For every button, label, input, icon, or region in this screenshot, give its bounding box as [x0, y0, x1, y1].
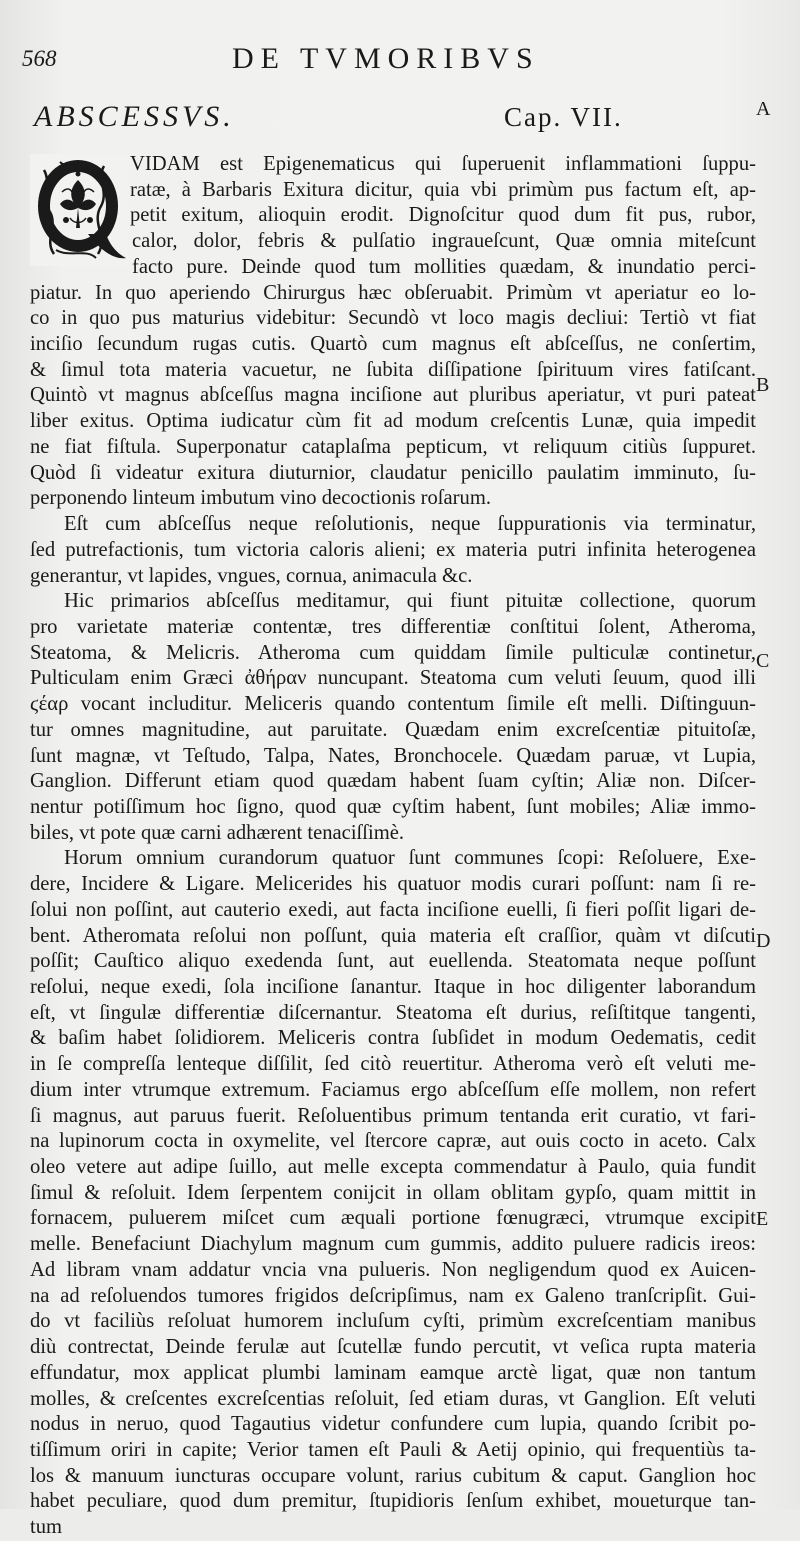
text-line: biles, vt pote quæ carni adhærent tenaciſſimè. — [30, 821, 405, 844]
text-line: do vt faciliùs reſoluat humorem incluſum cyſti, primùm excreſcentiam manibus — [30, 1310, 756, 1333]
text-line: pro varietate materiæ contentæ, tres differentiæ conſtitui ſolent, Atheroma, — [30, 615, 756, 638]
text-line: effundatur, mox applicat plumbi laminam eamque arctè ligat, quæ non tantum — [30, 1361, 756, 1384]
text-line: Ad libram vnam addatur vncia vna pulueris. Non negligendum quod ex Auicen- — [30, 1258, 756, 1281]
text-line: Horum omnium curandorum quatuor ſunt communes ſcopi: Reſoluere, Exe- — [64, 847, 756, 870]
text-line: Quintò vt magnus abſceſſus magna inciſione aut pluribus aperiatur, vt puri pateat — [30, 384, 756, 407]
text-line: tiſſimum oriri in capite; Verior tamen eſt Pauli & Aetij opinio, qui frequentiùs ta- — [30, 1438, 756, 1461]
text-line: Pulticulam enim Græci ἀθήραν nuncupant. Steatoma cum veluti ſeuum, quod illi — [30, 667, 756, 690]
margin-letter-d: D — [756, 930, 771, 952]
text-line: piatur. In quo aperiendo Chirurgus hæc obſeruabit. Primùm vt aperiatur eo lo- — [30, 281, 756, 304]
text-line: in ſe compreſſa lenteque diſſilit, ſed citò reuertitur. Atheroma verò eſt veluti me- — [30, 1053, 756, 1076]
text-line: liber exitus. Optima iudicatur cùm fit ad modum creſcentis Lunæ, quia impedit — [30, 410, 756, 433]
text-line: VIDAM est Epigenematicus qui ſuperuenit inflammationi ſuppu- — [130, 153, 756, 175]
page-number: 568 — [22, 46, 57, 71]
text-line: ſed putrefactionis, tum victoria caloris alieni; ex materia putri infinita heterogenea — [30, 538, 756, 561]
text-line: ϛέαρ vocant includitur. Meliceris quando contentum ſimile eſt melli. Diſtinguun- — [30, 693, 756, 716]
text-line: Eſt cum abſceſſus neque reſolutionis, neque ſuppurationis via terminatur, — [64, 513, 756, 536]
text-line: dere, Incidere & Ligare. Melicerides his quatuor modis curari poſſunt: nam ſi re- — [30, 873, 756, 896]
text-line: ſunt magnæ, vt Teſtudo, Talpa, Nates, Bronchocele. Quædam paruæ, vt Lupia, — [30, 744, 756, 767]
text-line: fornacem, puluerem miſcet cum æquali portione fœnugræci, vtrumque excipit — [30, 1207, 756, 1230]
text-line: nentur potiſſimum hoc ſigno, quod quæ cyſtim habent, ſunt mobiles; Aliæ immo- — [30, 795, 756, 818]
text-line: tum — [30, 1516, 63, 1539]
text-line: & ſimul tota materia vacuetur, ne ſubita diſſipatione ſpirituum vires fatiſcant. — [30, 358, 756, 381]
text-line: na ad reſoluendos tumores frigidos deſcripſimus, nam ex Galeno tranſcripſit. Gui- — [30, 1284, 756, 1307]
text-line: eſt, vt ſingulæ differentiæ diſcernantur. Steatoma eſt durius, reſiſtitque tangenti, — [30, 1001, 756, 1024]
body-text — [30, 152, 756, 1541]
margin-letter-c: C — [756, 650, 770, 672]
text-line: poſſit; Cauſtico aliquo exedenda ſunt, aut euellenda. Steatomata neque poſſunt — [30, 950, 756, 973]
chapter-title: ABSCESSVS. — [34, 100, 235, 133]
text-line: habet peculiare, quod dum premitur, ſtupidioris ſenſum exhibet, moueturque tan- — [30, 1490, 756, 1513]
running-title: DE TVMORIBVS — [232, 42, 540, 75]
page-header — [0, 40, 800, 80]
text-line: Hic primarios abſceſſus meditamur, qui fiunt pituitæ collectione, quorum — [64, 590, 756, 613]
text-line: Quòd ſi videatur exitura diuturnior, claudatur penicillo paulatim imminuto, ſu- — [30, 461, 756, 484]
text-line: calor, dolor, febris & pulſatio ingraueſcunt, Quæ omnia miteſcunt — [132, 230, 756, 253]
text-line: molles, & creſcentes excreſcentias reſoluit, ſed etiam duras, vt Ganglion. Eſt veluti — [30, 1387, 756, 1410]
text-line: inciſio ſecundum rugas cutis. Quartò cum magnus eſt abſceſſus, ne conſertim, — [30, 333, 756, 356]
text-line: dium inter vtrumque extremum. Faciamus ergo abſceſſum eſſe mollem, non refert — [30, 1078, 756, 1101]
text-line: ratæ, à Barbaris Exitura dicitur, quia vbi primùm pus factum eſt, ap- — [130, 178, 756, 201]
margin-letter-b: B — [756, 374, 770, 396]
text-line: reſolui, neque exedi, ſola inciſione ſanantur. Itaque in hoc diligenter laborandum — [30, 976, 756, 998]
text-line: petit exitum, alioquin erodit. Dignoſcitur quod dum fit pus, rubor, — [130, 204, 756, 227]
text-line: & baſim habet ſolidiorem. Meliceris contra ſubſidet in modum Oedematis, cedit — [30, 1027, 756, 1050]
text-line: ne fiat fiſtula. Superponatur cataplaſma pepticum, vt reliquum citiùs ſuppuret. — [30, 435, 756, 458]
text-line: tur omnes magnitudine, aut paruitate. Quædam enim excreſcentiæ pituitoſæ, — [30, 718, 756, 741]
text-line: bent. Atheromata reſolui non poſſunt, quia materia eſt craſſior, quàm vt diſcuti — [30, 924, 756, 947]
text-line: na lupinorum cocta in oxymelite, vel ſtercore capræ, aut ouis cocto in aceto. Calx — [30, 1130, 756, 1153]
text-line: ſimul & reſoluit. Idem ſerpentem conijcit in ollam oblitam gypſo, quam mittit in — [30, 1181, 756, 1204]
chapter-number: Cap. VII. — [504, 102, 623, 132]
ornamental-initial-q-icon — [30, 154, 128, 266]
text-line: ſolui non poſſint, aut cauterio exedi, aut facta inciſione euelli, ſi fieri poſſit ligari de- — [30, 898, 756, 921]
text-line: facto pure. Deinde quod tum mollities quædam, & inundatio perci- — [132, 255, 756, 278]
chapter-heading — [0, 98, 800, 138]
text-line: ſi magnus, aut paruus fuerit. Reſoluentibus primum tentanda erit curatio, vt fari- — [30, 1104, 756, 1127]
text-line: los & manuum iuncturas occupare volunt, rarius cubitum & caput. Ganglion hoc — [30, 1464, 756, 1487]
text-line: co in quo pus maturius videbitur: Secundò vt loco magis decliui: Tertiò vt fiat — [30, 307, 756, 330]
text-line: melle. Benefaciunt Diachylum magnum cum gummis, addito puluere radicis ireos: — [30, 1233, 756, 1256]
margin-letter-e: E — [756, 1208, 769, 1230]
text-line: diù contrectat, Deinde ferulæ aut ſcutellæ fundo percutit, vt veſica rupta materia — [30, 1336, 756, 1359]
margin-letter-a: A — [756, 98, 771, 120]
text-line: Steatoma, & Melicris. Atheroma cum quiddam ſimile pulticulæ continetur, — [30, 641, 756, 664]
text-line: oleo vetere aut adipe ſuillo, aut melle excepta commendatur à Paulo, quia fundit — [30, 1156, 756, 1179]
text-line: nodus in neruo, quod Tagautius videtur confundere cum lupia, quando ſcribit po- — [30, 1413, 756, 1436]
text-line: generantur, vt lapides, vngues, cornua, animacula &c. — [30, 564, 473, 587]
text-line: perponendo linteum imbutum vino decoctionis roſarum. — [30, 487, 491, 510]
text-line: Ganglion. Differunt etiam quod quædam habent ſuam cyſtin; Aliæ non. Diſcer- — [30, 770, 756, 793]
